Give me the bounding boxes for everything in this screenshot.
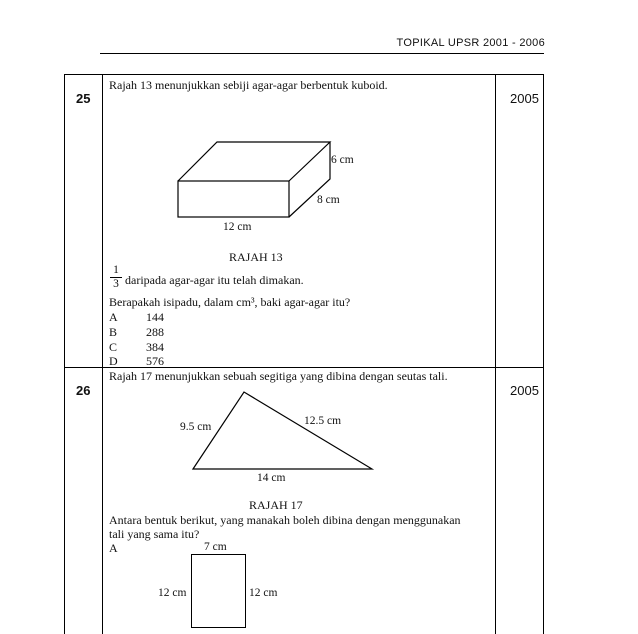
- option-a-value: 144: [146, 310, 164, 324]
- option-a-right-label: 12 cm: [249, 587, 278, 599]
- option-d-value: 576: [146, 354, 164, 368]
- option-a-left-label: 12 cm: [158, 587, 187, 599]
- q25-question: Berapakah isipadu, dalam cm³, baki agar-agar itu?: [109, 295, 351, 309]
- label-length: 12 cm: [223, 221, 252, 233]
- question-year-26: 2005: [510, 383, 539, 398]
- option-a-rectangle: [191, 554, 246, 628]
- question-year-25: 2005: [510, 91, 539, 106]
- figure-caption-17: RAJAH 17: [249, 498, 303, 512]
- label-right-side: 12.5 cm: [304, 415, 342, 427]
- option-b-letter: B: [109, 325, 118, 339]
- label-left-side: 9.5 cm: [180, 421, 212, 433]
- figure-caption-13: RAJAH 13: [229, 250, 283, 264]
- question-number-25: 25: [76, 91, 91, 106]
- option-c-letter: C: [109, 340, 118, 354]
- q26-question-line2: tali yang sama itu?: [109, 527, 200, 541]
- header-rule: [100, 53, 544, 54]
- q25-intro: Rajah 13 menunjukkan sebiji agar-agar berbentuk kuboid.: [109, 78, 388, 92]
- label-base: 14 cm: [257, 472, 286, 484]
- fraction-text: daripada agar-agar itu telah dimakan.: [125, 273, 304, 287]
- option-a-letter-26: A: [109, 541, 118, 555]
- question-table: [64, 74, 544, 634]
- option-a-letter: A: [109, 310, 118, 324]
- triangle-shape: [193, 392, 372, 469]
- triangle-diagram: [64, 74, 544, 634]
- fraction-numerator: 1: [113, 264, 119, 276]
- option-b-value: 288: [146, 325, 164, 339]
- option-a-top-label: 7 cm: [204, 541, 227, 553]
- option-d-letter: D: [109, 354, 118, 368]
- fraction-denominator: 3: [110, 277, 122, 291]
- q26-question-line1: Antara bentuk berikut, yang manakah boleh dibina dengan menggunakan: [109, 513, 461, 527]
- question-number-26: 26: [76, 383, 91, 398]
- q26-intro: Rajah 17 menunjukkan sebuah segitiga yang dibina dengan seutas tali.: [109, 369, 448, 383]
- label-depth: 8 cm: [317, 194, 340, 206]
- option-c-value: 384: [146, 340, 164, 354]
- label-height: 6 cm: [331, 154, 354, 166]
- page-header: TOPIKAL UPSR 2001 - 2006: [396, 37, 545, 49]
